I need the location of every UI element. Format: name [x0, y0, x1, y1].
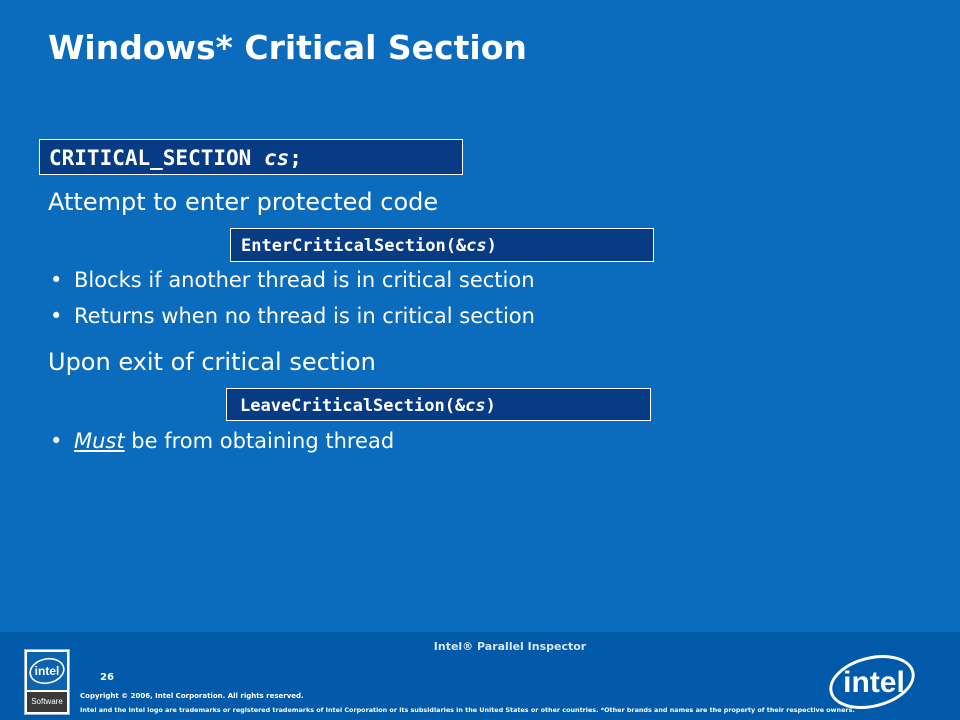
code-box-declaration: [39, 139, 463, 175]
text-exit-heading: Upon exit of critical section: [48, 348, 376, 376]
badge-logo-text: intel: [34, 664, 60, 678]
intel-logo-icon: [27, 652, 67, 690]
code-box-leave: [226, 388, 651, 421]
code-variable: cs: [263, 146, 290, 170]
code-terminator: ): [485, 396, 496, 416]
code-variable: cs: [466, 236, 487, 256]
bullet-text: Returns when no thread is in critical section: [74, 304, 535, 328]
intel-software-badge: [24, 649, 70, 715]
bullet-text: Blocks if another thread is in critical section: [74, 268, 535, 292]
code-text: EnterCriticalSection(&: [241, 236, 467, 256]
legal-text: Intel and the Intel logo are trademarks or registered trademarks of Intel Corporation or its subsidiaries in the United States or other countries. *Other brands and names are the property of their respective owners.: [80, 706, 855, 714]
page-number: 26: [100, 672, 114, 683]
badge-label: Software: [27, 692, 67, 712]
code-box-enter: [230, 228, 654, 262]
code-terminator: ;: [289, 146, 302, 170]
bullet-icon: •: [50, 268, 63, 292]
intel-logo-large-icon: [828, 648, 924, 716]
text-enter-heading: Attempt to enter protected code: [48, 188, 439, 216]
bullet-icon: •: [50, 429, 63, 453]
code-variable: cs: [465, 396, 486, 416]
bullet-item: [50, 304, 535, 328]
emphasis-must: Must: [74, 429, 125, 453]
footer: [0, 632, 960, 720]
bullet-text: be from obtaining thread: [124, 429, 395, 453]
big-logo-text: intel: [843, 666, 905, 699]
code-text: LeaveCriticalSection(&: [240, 396, 466, 416]
bullet-icon: •: [50, 304, 63, 328]
code-terminator: ): [486, 236, 497, 256]
product-name: Intel® Parallel Inspector: [433, 640, 587, 653]
bullet-item: [50, 429, 394, 453]
bullet-item: [50, 268, 535, 292]
slide-title: Windows* Critical Section: [48, 28, 527, 67]
copyright-text: Copyright © 2006, Intel Corporation. All rights reserved.: [80, 692, 304, 700]
code-text: CRITICAL_SECTION: [49, 146, 264, 170]
